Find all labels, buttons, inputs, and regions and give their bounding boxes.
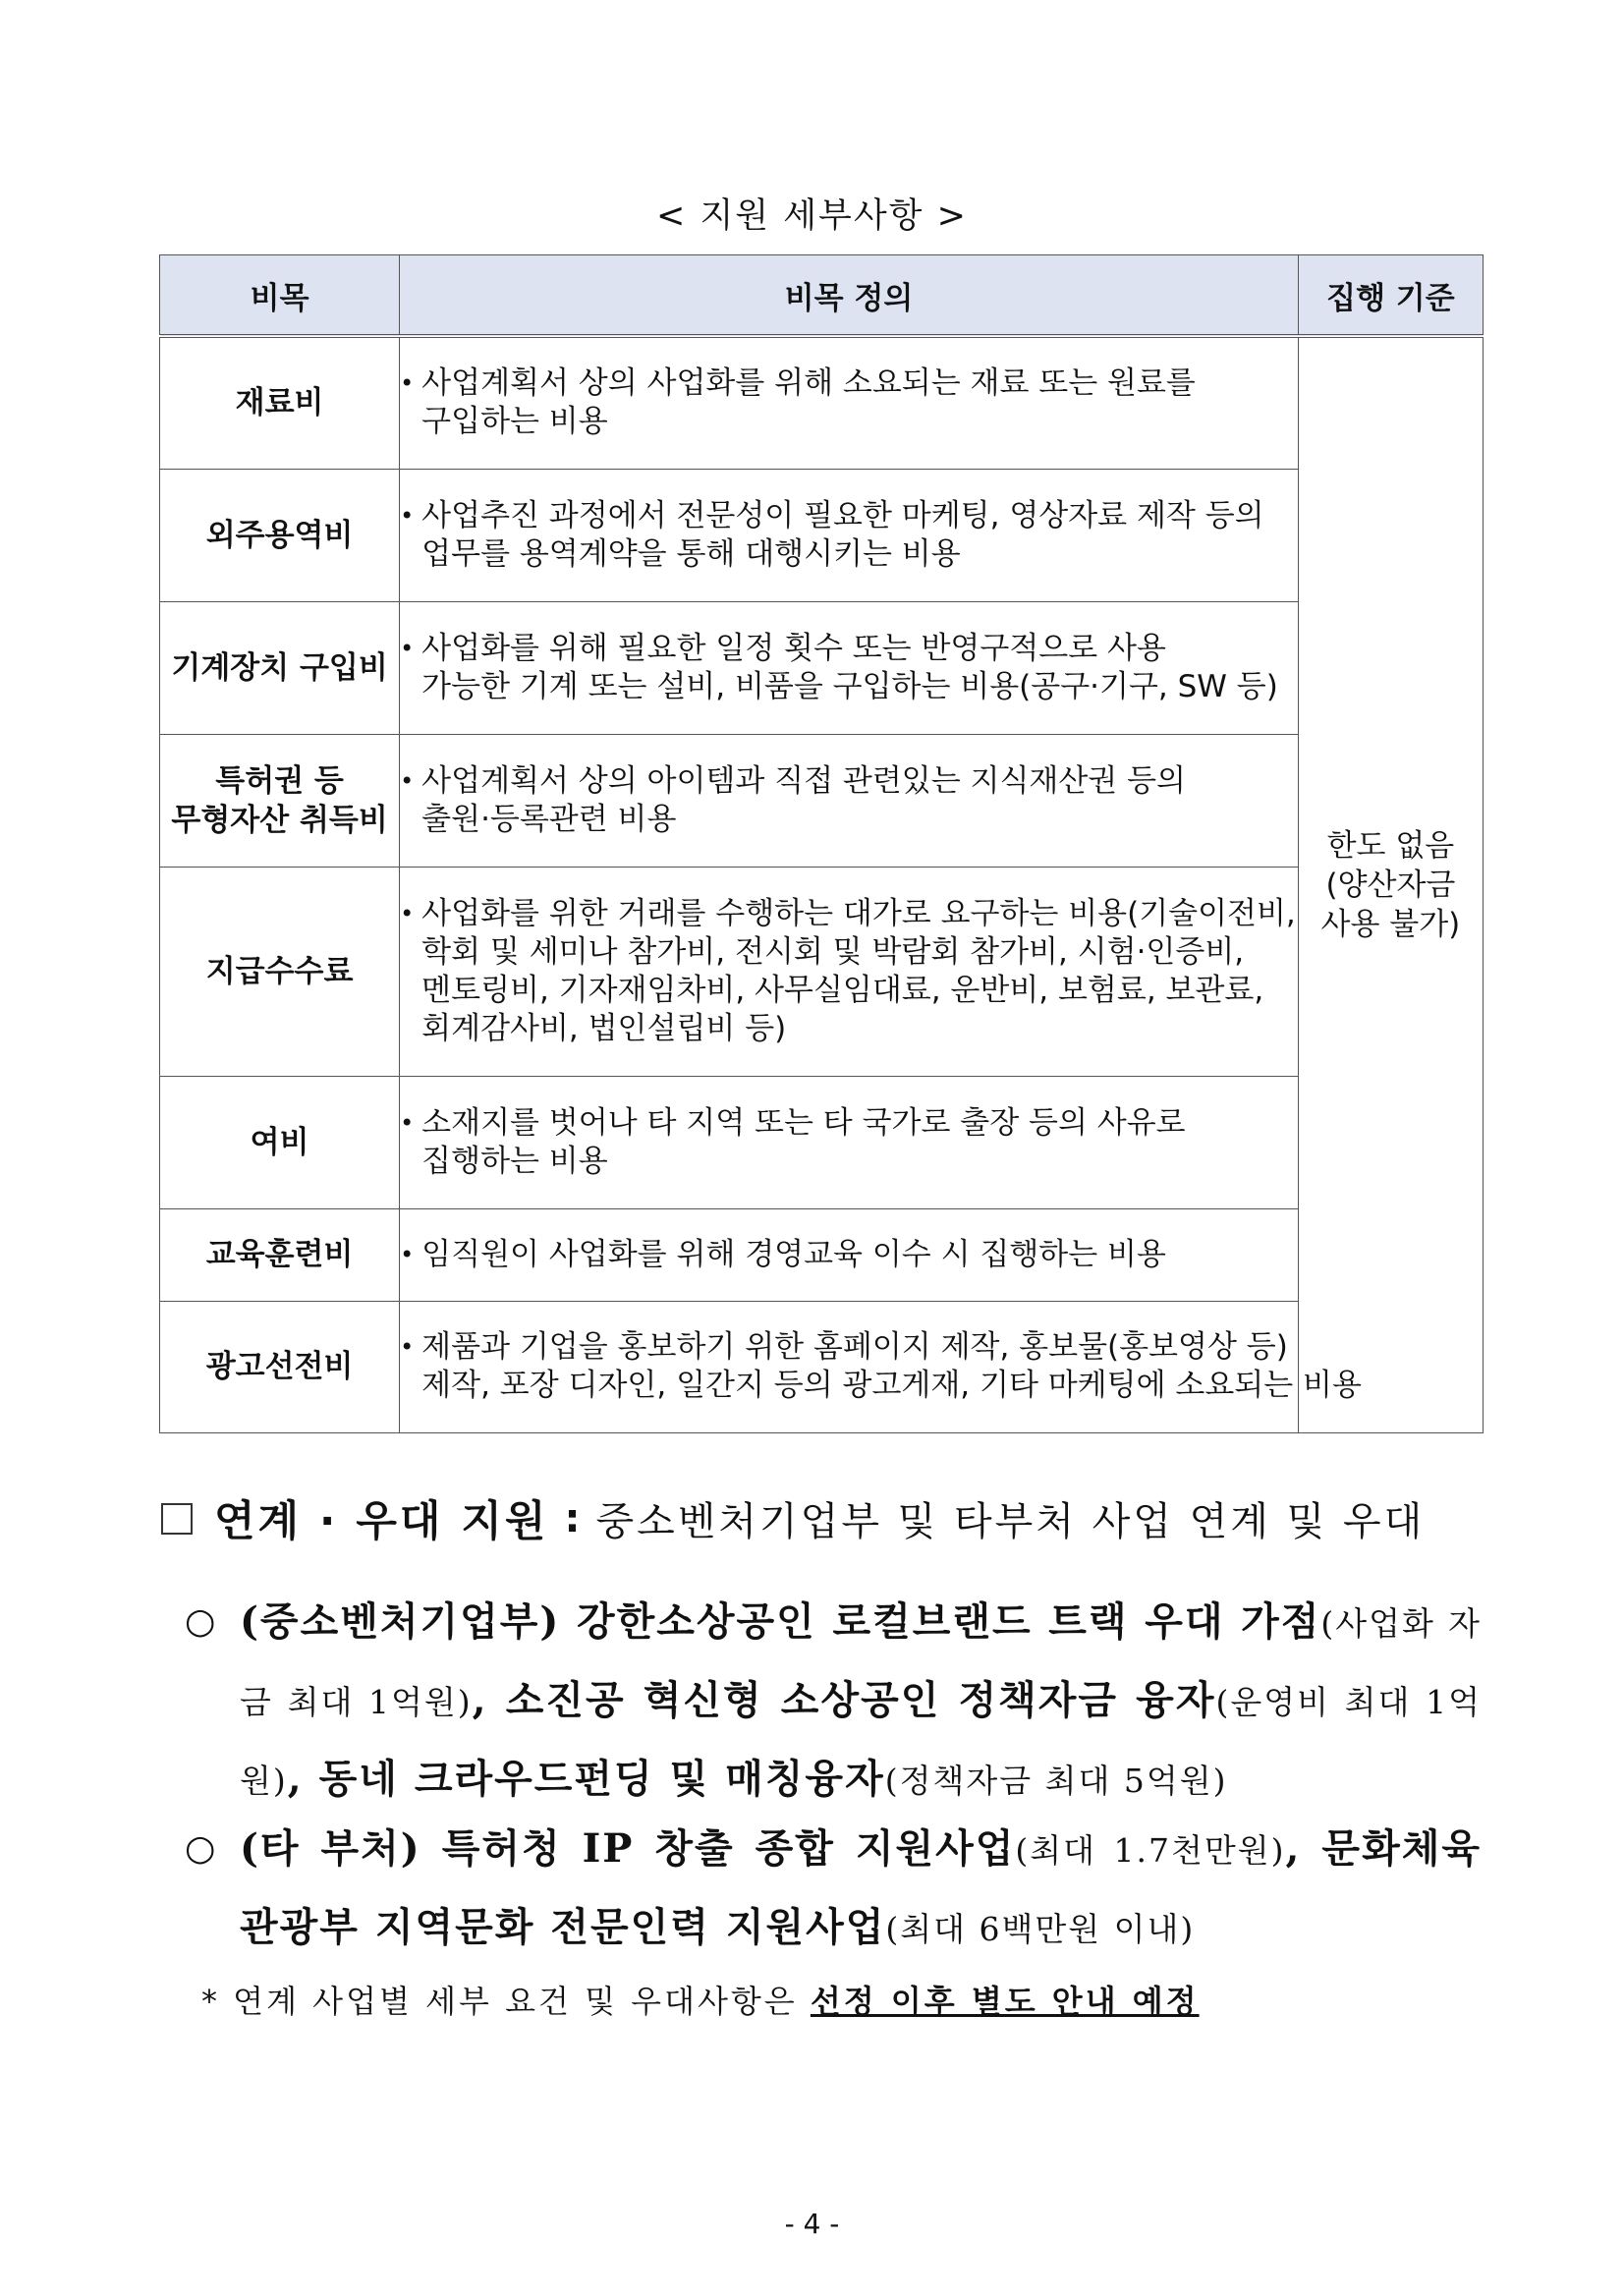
- cost-definition-cell: [400, 734, 1299, 867]
- cost-definition-line: 출원·등록관련 비용: [421, 801, 677, 837]
- cost-definition-cell: [400, 1076, 1299, 1208]
- cost-item-cell: [160, 1301, 400, 1432]
- cost-item-name: 여비: [250, 1124, 309, 1160]
- table-row: [160, 469, 1484, 601]
- bullet-dot-icon: •: [400, 369, 415, 398]
- cost-item-name: 기계장치 구입비: [171, 649, 388, 686]
- list-item: [185, 1811, 1482, 1968]
- cost-item-cell: [160, 601, 400, 734]
- cost-item-name: 지급수수료: [205, 953, 354, 989]
- cost-definition-line: 멘토링비, 기자재임차비, 사무실임대료, 운반비, 보험료, 보관료,: [421, 972, 1264, 1008]
- bullet-dot-icon: •: [400, 634, 415, 662]
- cost-definition-cell: [400, 469, 1299, 601]
- section-description: 중소벤처기업부 및 타부처 사업 연계 및 우대: [595, 1499, 1426, 1544]
- program-name: (타 부처) 특허청 IP 창출 종합 지원사업: [240, 1825, 1016, 1872]
- cost-item-cell: [160, 469, 400, 601]
- support-detail-table: [159, 254, 1484, 1433]
- execution-standard-line: 사용 불가): [1320, 906, 1461, 942]
- program-detail: (정책자금 최대 5억원): [884, 1762, 1228, 1800]
- cost-item-name: 재료비: [235, 385, 324, 421]
- page-number: - 4 -: [784, 2208, 840, 2240]
- cost-item-cell: [160, 336, 400, 469]
- table-row: [160, 1301, 1484, 1432]
- cost-definition-cell: [400, 601, 1299, 734]
- cost-definition-line: 회계감사비, 법인설립비 등): [421, 1010, 787, 1046]
- program-detail: (최대 6백만원 이내): [885, 1910, 1196, 1948]
- table-row: [160, 601, 1484, 734]
- checkbox-square-icon: [161, 1503, 193, 1535]
- execution-standard-cell: [1298, 336, 1483, 1432]
- program-detail: (운영비 최대 1억원): [240, 1683, 1482, 1800]
- cost-item-cell: [160, 1208, 400, 1301]
- cost-definition-cell: [400, 1301, 1362, 1432]
- header-cost-definition: 비목 정의: [400, 255, 1299, 337]
- bullet-dot-icon: •: [400, 1333, 415, 1361]
- cost-definition-cell: [400, 336, 1299, 469]
- cost-definition-line: 제품과 기업을 홍보하기 위한 홈페이지 제작, 홍보물(홍보영상 등): [421, 1329, 1288, 1365]
- footnote-emphasis: 선정 이후 별도 안내 예정: [810, 1983, 1200, 2020]
- table-row: [160, 734, 1484, 867]
- program-name: , 소진공 혁신형 소상공인 정책자금 융자: [472, 1677, 1216, 1723]
- list-item: [185, 1584, 1482, 1820]
- circle-bullet-icon: ○: [185, 1828, 216, 1869]
- cost-definition-line: 임직원이 사업화를 위해 경영교육 이수 시 집행하는 비용: [421, 1236, 1166, 1272]
- cost-item-name: 교육훈련비: [205, 1237, 354, 1272]
- table-row: [160, 1076, 1484, 1208]
- footnote: [201, 1977, 1200, 2022]
- footnote-text: * 연계 사업별 세부 요건 및 우대사항은: [201, 1983, 811, 2020]
- cost-definition-cell: [400, 1208, 1299, 1301]
- execution-standard-line: (양산자금: [1325, 867, 1456, 903]
- table-row: [160, 867, 1484, 1076]
- section-heading: [161, 1488, 1425, 1548]
- cost-definition-line: 가능한 기계 또는 설비, 비품을 구입하는 비용(공구·기구, SW 등): [421, 668, 1278, 704]
- bullet-dot-icon: •: [400, 1108, 415, 1137]
- cost-definition-line: 사업계획서 상의 아이템과 직접 관련있는 지식재산권 등의: [421, 762, 1186, 799]
- bullet-dot-icon: •: [400, 1240, 415, 1268]
- circle-bullet-icon: ○: [185, 1601, 216, 1642]
- program-name: , 문화체육관광부 지역문화 전문인력 지원사업: [240, 1825, 1482, 1950]
- bullet-dot-icon: •: [400, 501, 415, 530]
- execution-standard-line: 한도 없음: [1326, 827, 1455, 864]
- header-cost-item: 비목: [160, 255, 400, 337]
- cost-definition-line: 소재지를 벗어나 타 지역 또는 타 국가로 출장 등의 사유로: [421, 1104, 1186, 1141]
- section-separator: :: [564, 1495, 581, 1541]
- table-caption: < 지원 세부사항 >: [656, 196, 968, 236]
- cost-definition-line: 제작, 포장 디자인, 일간지 등의 광고게재, 기타 마케팅에 소요되는 비용: [421, 1368, 1362, 1403]
- cost-item-name: 광고선전비: [205, 1349, 354, 1384]
- section-title: 연계 · 우대 지원: [214, 1497, 549, 1546]
- program-name: (중소벤처기업부) 강한소상공인 로컬브랜드 트랙 우대 가점: [240, 1598, 1321, 1645]
- cost-item-cell: [160, 734, 400, 867]
- cost-definition-cell: [400, 867, 1299, 1076]
- cost-item-name: 무형자산 취득비: [171, 802, 388, 838]
- cost-definition-line: 집행하는 비용: [421, 1143, 608, 1179]
- list-item-text: [240, 1811, 1482, 1968]
- cost-definition-line: 사업추진 과정에서 전문성이 필요한 마케팅, 영상자료 제작 등의: [421, 497, 1264, 533]
- cost-definition-line: 사업화를 위한 거래를 수행하는 대가로 요구하는 비용(기술이전비,: [421, 895, 1296, 931]
- cost-definition-line: 사업화를 위해 필요한 일정 횟수 또는 반영구적으로 사용: [421, 630, 1166, 666]
- cost-definition-line: 학회 및 세미나 참가비, 전시회 및 박람회 참가비, 시험·인증비,: [421, 933, 1245, 970]
- table-row: [160, 336, 1484, 469]
- header-execution-standard: 집행 기준: [1298, 255, 1483, 337]
- list-item-text: [240, 1584, 1482, 1820]
- cost-item-name: 외주용역비: [205, 517, 354, 553]
- program-name: , 동네 크라우드펀딩 및 매칭융자: [287, 1756, 885, 1802]
- cost-item-name: 특허권 등: [215, 762, 344, 799]
- table-header-row: [160, 255, 1484, 337]
- cost-item-cell: [160, 1076, 400, 1208]
- cost-definition-line: 구입하는 비용: [421, 404, 608, 440]
- table-row: [160, 1208, 1484, 1301]
- cost-definition-line: 사업계획서 상의 사업화를 위해 소요되는 재료 또는 원료를: [421, 365, 1196, 402]
- cost-item-cell: [160, 867, 400, 1076]
- program-detail: (최대 1.7천만원): [1015, 1831, 1286, 1870]
- bullet-dot-icon: •: [400, 766, 415, 795]
- program-detail: (사업화 자금 최대 1억원): [240, 1604, 1482, 1721]
- bullet-dot-icon: •: [400, 899, 415, 927]
- cost-definition-line: 업무를 용역계약을 통해 대행시키는 비용: [421, 535, 961, 572]
